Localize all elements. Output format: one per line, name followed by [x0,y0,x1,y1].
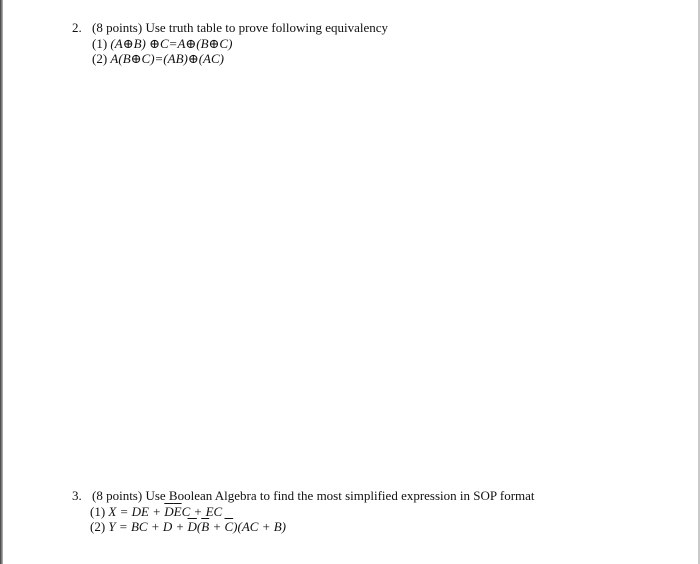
boolean-expression [108,519,286,534]
expr-equals: = [115,519,131,534]
subquestion-2 [72,51,388,67]
expr-complemented-var: $\overline{D}$ [187,519,197,534]
subquestion-1 [72,36,388,52]
expr-plus: + [147,519,163,534]
question-2 [72,20,388,67]
expr-complemented-var: $\overline{E}$ [173,503,182,519]
question-title: (8 points) Use Boolean Algebra to find the most simplified expression in SOP format [92,488,535,503]
expr-term: C [181,503,191,519]
expr-plus: + [172,519,188,534]
expr-term: D [162,519,173,534]
expr-paren: ( [196,519,202,534]
subquestion-label: (1) [90,503,106,519]
expr-term: BC [130,519,148,534]
page-left-edge [0,0,3,564]
expr-complemented-var: $\overline{C}$ [224,519,234,534]
expr-lhs: Y [108,519,116,534]
expr-term: EC [205,503,223,519]
expr-lhs: X [108,503,117,519]
subquestion-2 [72,519,535,535]
subquestion-label: (1) [92,35,108,51]
expr-complemented-var: $\overline{D}$ [164,503,174,519]
expr-complemented-var: $\overline{B}$ [201,519,210,534]
expr-term: DE [131,503,149,519]
question-2-header [72,20,388,36]
expr-plus: + [209,519,225,534]
question-title: (8 points) Use truth table to prove following equivalency [92,20,389,35]
expr-equals: = [116,503,132,519]
expr-term: (AC + B) [237,519,286,534]
subquestion-label: (2) [90,519,106,534]
question-number: 3. [72,488,82,503]
subquestion-label: (2) [92,51,108,66]
subquestion-1 [72,504,535,520]
expr-paren: ) [233,519,238,534]
equivalency-expression: A(B⊕C)=(AB)⊕(AC) [110,51,225,66]
equivalency-expression: (A⊕B) ⊕C=A⊕(B⊕C) [110,35,233,51]
expr-plus: + [190,503,206,519]
boolean-expression [108,504,222,519]
question-3-header [72,488,535,504]
expr-plus: + [149,503,165,519]
question-number: 2. [72,20,82,35]
question-3 [72,488,535,535]
